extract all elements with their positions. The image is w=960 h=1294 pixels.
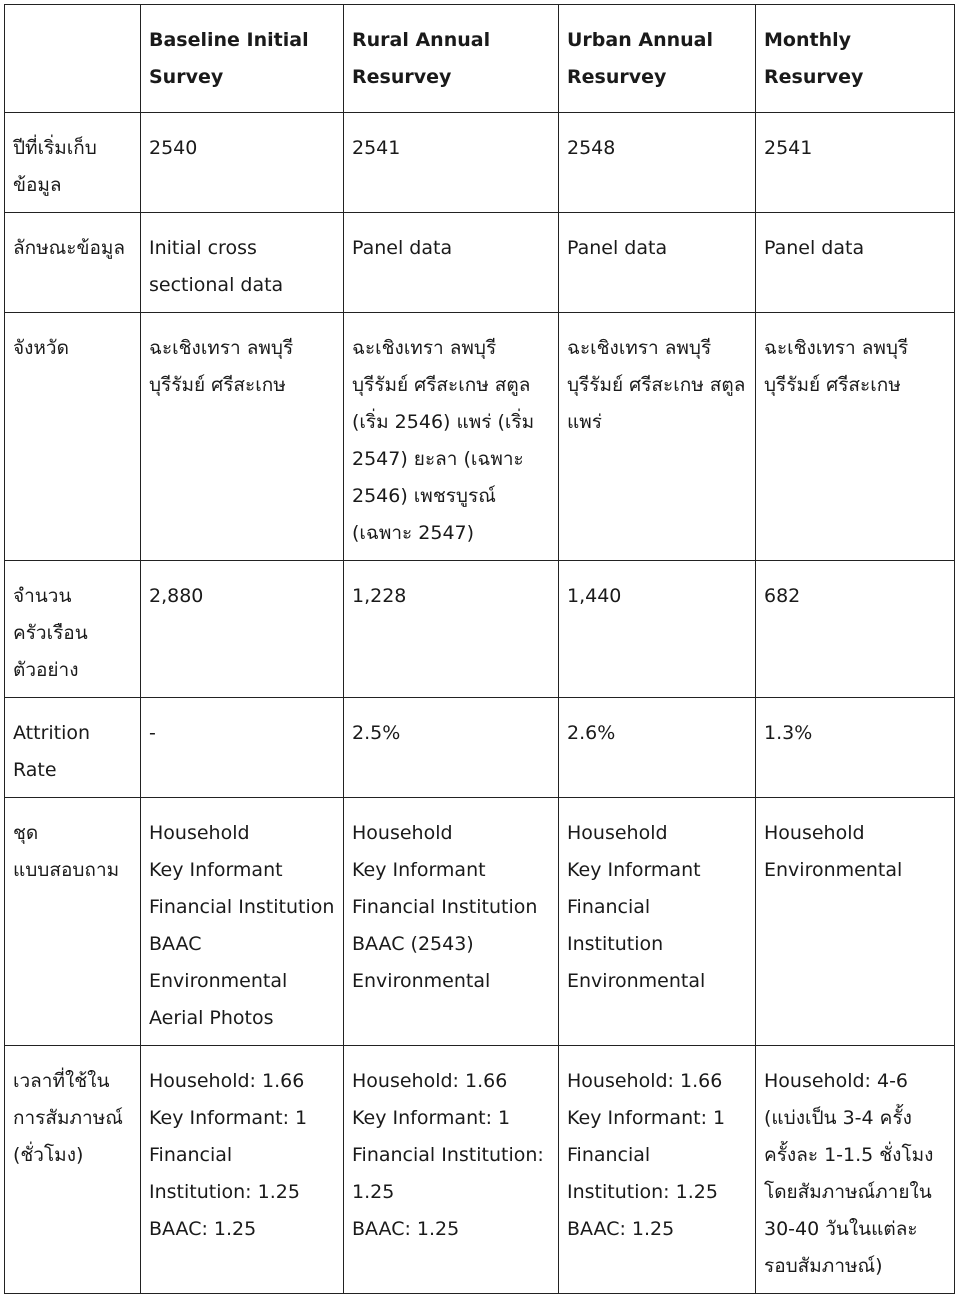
cell-start-year-baseline: 2540: [141, 113, 344, 213]
cell-interview-time-monthly: Household: 4-6 (แบ่งเป็น 3-4 ครั้ง ครั้งละ 1-1.5 ชั่งโมง โดยสัมภาษณ์ภายใน 30-40 วันในแต่ละรอบสัมภาษณ์): [756, 1046, 955, 1294]
cell-province-urban: ฉะเชิงเทรา ลพบุรี บุรีรัมย์ ศรีสะเกษ สตูล แพร่: [559, 313, 756, 561]
cell-questionnaires-urban: Household Key Informant Financial Institution Environmental: [559, 798, 756, 1046]
cell-attrition-urban: 2.6%: [559, 698, 756, 798]
cell-province-rural: ฉะเชิงเทรา ลพบุรี บุรีรัมย์ ศรีสะเกษ สตูล (เริ่ม 2546) แพร่ (เริ่ม 2547) ยะลา (เฉพาะ 2546) เพชรบูรณ์ (เฉพาะ 2547): [344, 313, 559, 561]
header-rural-annual-resurvey: Rural Annual Resurvey: [344, 5, 559, 113]
cell-attrition-monthly: 1.3%: [756, 698, 955, 798]
cell-data-type-monthly: Panel data: [756, 213, 955, 313]
cell-data-type-urban: Panel data: [559, 213, 756, 313]
cell-data-type-rural: Panel data: [344, 213, 559, 313]
cell-start-year-rural: 2541: [344, 113, 559, 213]
cell-questionnaires-baseline: Household Key Informant Financial Institution BAAC Environmental Aerial Photos: [141, 798, 344, 1046]
header-row: [5, 5, 955, 113]
table-row-sample-households: [5, 561, 955, 698]
row-label-start-year: ปีที่เริ่มเก็บข้อมูล: [5, 113, 141, 213]
table-row-questionnaires: [5, 798, 955, 1046]
cell-households-urban: 1,440: [559, 561, 756, 698]
table-row-province: [5, 313, 955, 561]
row-label-sample-households: จำนวน ครัวเรือน ตัวอย่าง: [5, 561, 141, 698]
row-label-province: จังหวัด: [5, 313, 141, 561]
header-urban-annual-resurvey: Urban Annual Resurvey: [559, 5, 756, 113]
header-monthly-resurvey: Monthly Resurvey: [756, 5, 955, 113]
cell-households-baseline: 2,880: [141, 561, 344, 698]
cell-questionnaires-monthly: Household Environmental: [756, 798, 955, 1046]
cell-attrition-rural: 2.5%: [344, 698, 559, 798]
cell-interview-time-rural: Household: 1.66 Key Informant: 1 Financial Institution: 1.25 BAAC: 1.25: [344, 1046, 559, 1294]
cell-interview-time-baseline: Household: 1.66 Key Informant: 1 Financial Institution: 1.25 BAAC: 1.25: [141, 1046, 344, 1294]
cell-attrition-baseline: -: [141, 698, 344, 798]
header-corner-cell: [5, 5, 141, 113]
cell-questionnaires-rural: Household Key Informant Financial Institution BAAC (2543) Environmental: [344, 798, 559, 1046]
table-row-attrition-rate: [5, 698, 955, 798]
table-row-data-type: [5, 213, 955, 313]
cell-start-year-monthly: 2541: [756, 113, 955, 213]
row-label-questionnaires: ชุด แบบสอบถาม: [5, 798, 141, 1046]
header-baseline-initial-survey: Baseline Initial Survey: [141, 5, 344, 113]
cell-province-monthly: ฉะเชิงเทรา ลพบุรี บุรีรัมย์ ศรีสะเกษ: [756, 313, 955, 561]
survey-comparison-table: [4, 4, 955, 1294]
cell-interview-time-urban: Household: 1.66 Key Informant: 1 Financial Institution: 1.25 BAAC: 1.25: [559, 1046, 756, 1294]
cell-households-rural: 1,228: [344, 561, 559, 698]
row-label-interview-time: เวลาที่ใช้ในการสัมภาษณ์ (ชั่วโมง): [5, 1046, 141, 1294]
cell-data-type-baseline: Initial cross sectional data: [141, 213, 344, 313]
cell-province-baseline: ฉะเชิงเทรา ลพบุรี บุรีรัมย์ ศรีสะเกษ: [141, 313, 344, 561]
cell-start-year-urban: 2548: [559, 113, 756, 213]
table-row-start-year: [5, 113, 955, 213]
cell-households-monthly: 682: [756, 561, 955, 698]
row-label-attrition-rate: Attrition Rate: [5, 698, 141, 798]
table-row-interview-time: [5, 1046, 955, 1294]
row-label-data-type: ลักษณะข้อมูล: [5, 213, 141, 313]
